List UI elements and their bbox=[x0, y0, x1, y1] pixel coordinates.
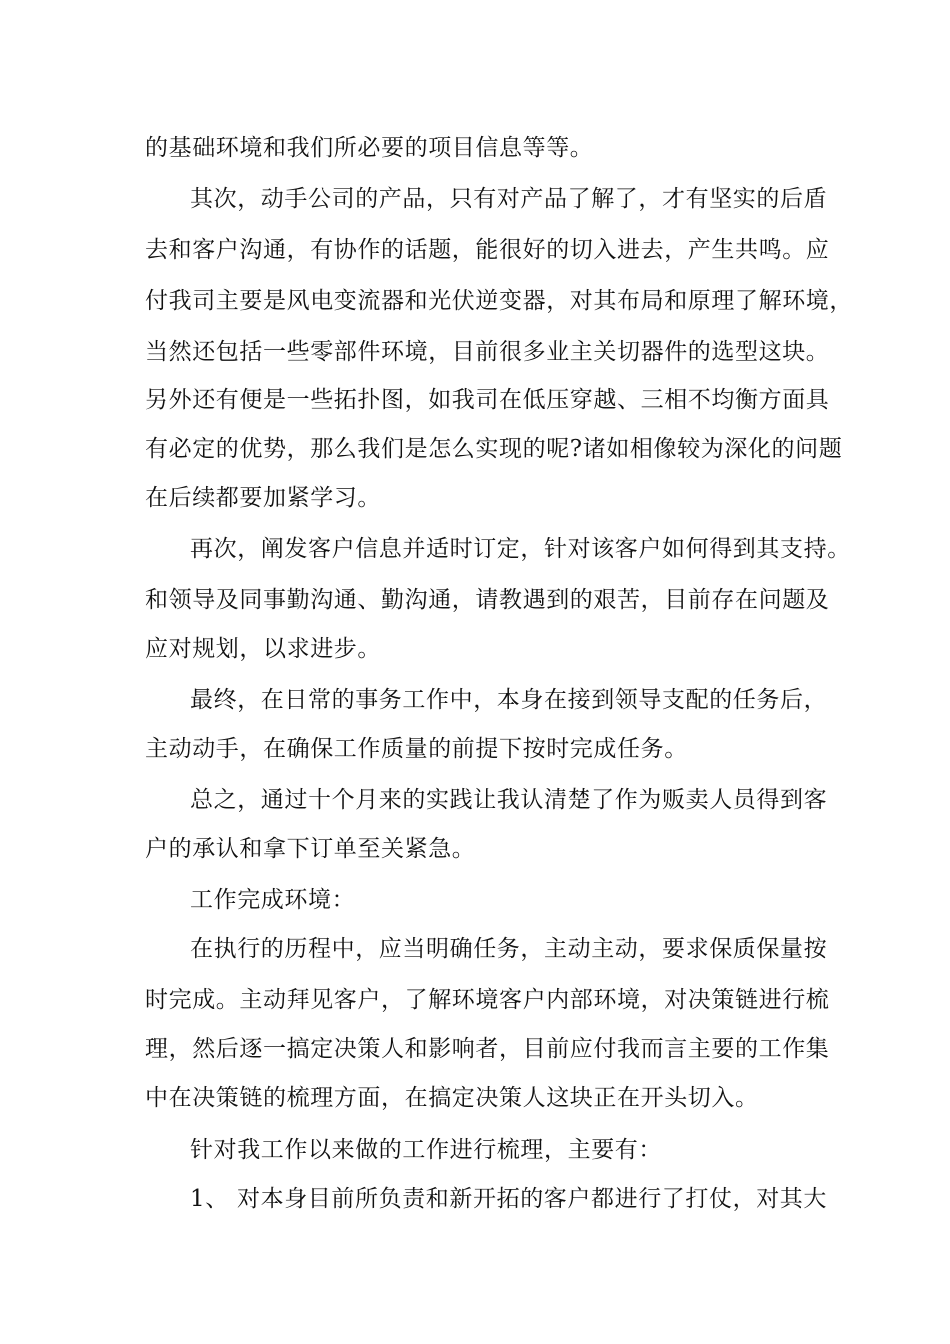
paragraph-start-line: 在执行的历程中，应当明确任务，主动主动，要求保质保量按 bbox=[190, 936, 828, 962]
text-line: 应对规划，以求进步。 bbox=[145, 636, 381, 662]
text-line: 当然还包括一些零部件环境，目前很多业主关切器件的选型这块。 bbox=[145, 339, 830, 365]
paragraph-start-line: 最终，在日常的事务工作中，本身在接到领导支配的任务后， bbox=[190, 687, 828, 713]
section-heading: 工作完成环境： bbox=[190, 887, 356, 913]
paragraph-start-line: 其次，动手公司的产品，只有对产品了解了，才有坚实的后盾 bbox=[190, 186, 828, 212]
paragraph-start-line: 再次，阐发客户信息并适时订定，针对该客户如何得到其支持。 bbox=[190, 536, 851, 562]
text-line: 的基础环境和我们所必要的项目信息等等。 bbox=[145, 135, 594, 161]
text-line: 去和客户沟通，有协作的话题，能很好的切入进去，产生共鸣。应 bbox=[145, 237, 830, 263]
text-line: 户的承认和拿下订单至关紧急。 bbox=[145, 836, 476, 862]
text-line: 付我司主要是风电变流器和光伏逆变器，对其布局和原理了解环境， bbox=[145, 288, 853, 314]
text-line: 和领导及同事勤沟通、勤沟通，请教遇到的艰苦，目前存在问题及 bbox=[145, 587, 830, 613]
list-item-number: 1、 bbox=[190, 1186, 229, 1212]
paragraph-start-line: 针对我工作以来做的工作进行梳理，主要有： bbox=[190, 1137, 662, 1163]
text-line: 主动动手，在确保工作质量的前提下按时完成任务。 bbox=[145, 736, 688, 762]
text-line: 另外还有便是一些拓扑图，如我司在低压穿越、三相不均衡方面具 bbox=[145, 387, 830, 413]
text-line: 理，然后逐一搞定决策人和影响者，目前应付我而言主要的工作集 bbox=[145, 1036, 830, 1062]
text-line: 时完成。主动拜见客户，了解环境客户内部环境，对决策链进行梳 bbox=[145, 987, 830, 1013]
paragraph-start-line: 总之，通过十个月来的实践让我认清楚了作为贩卖人员得到客 bbox=[190, 787, 828, 813]
text-line: 有必定的优势，那么我们是怎么实现的呢?诸如相像较为深化的问题 bbox=[145, 436, 843, 462]
list-item-text: 对本身目前所负责和新开拓的客户都进行了打仗，对其大 bbox=[237, 1186, 827, 1212]
text-line: 中在决策链的梳理方面，在搞定决策人这块正在开头切入。 bbox=[145, 1085, 759, 1111]
text-line: 在后续都要加紧学习。 bbox=[145, 485, 381, 511]
